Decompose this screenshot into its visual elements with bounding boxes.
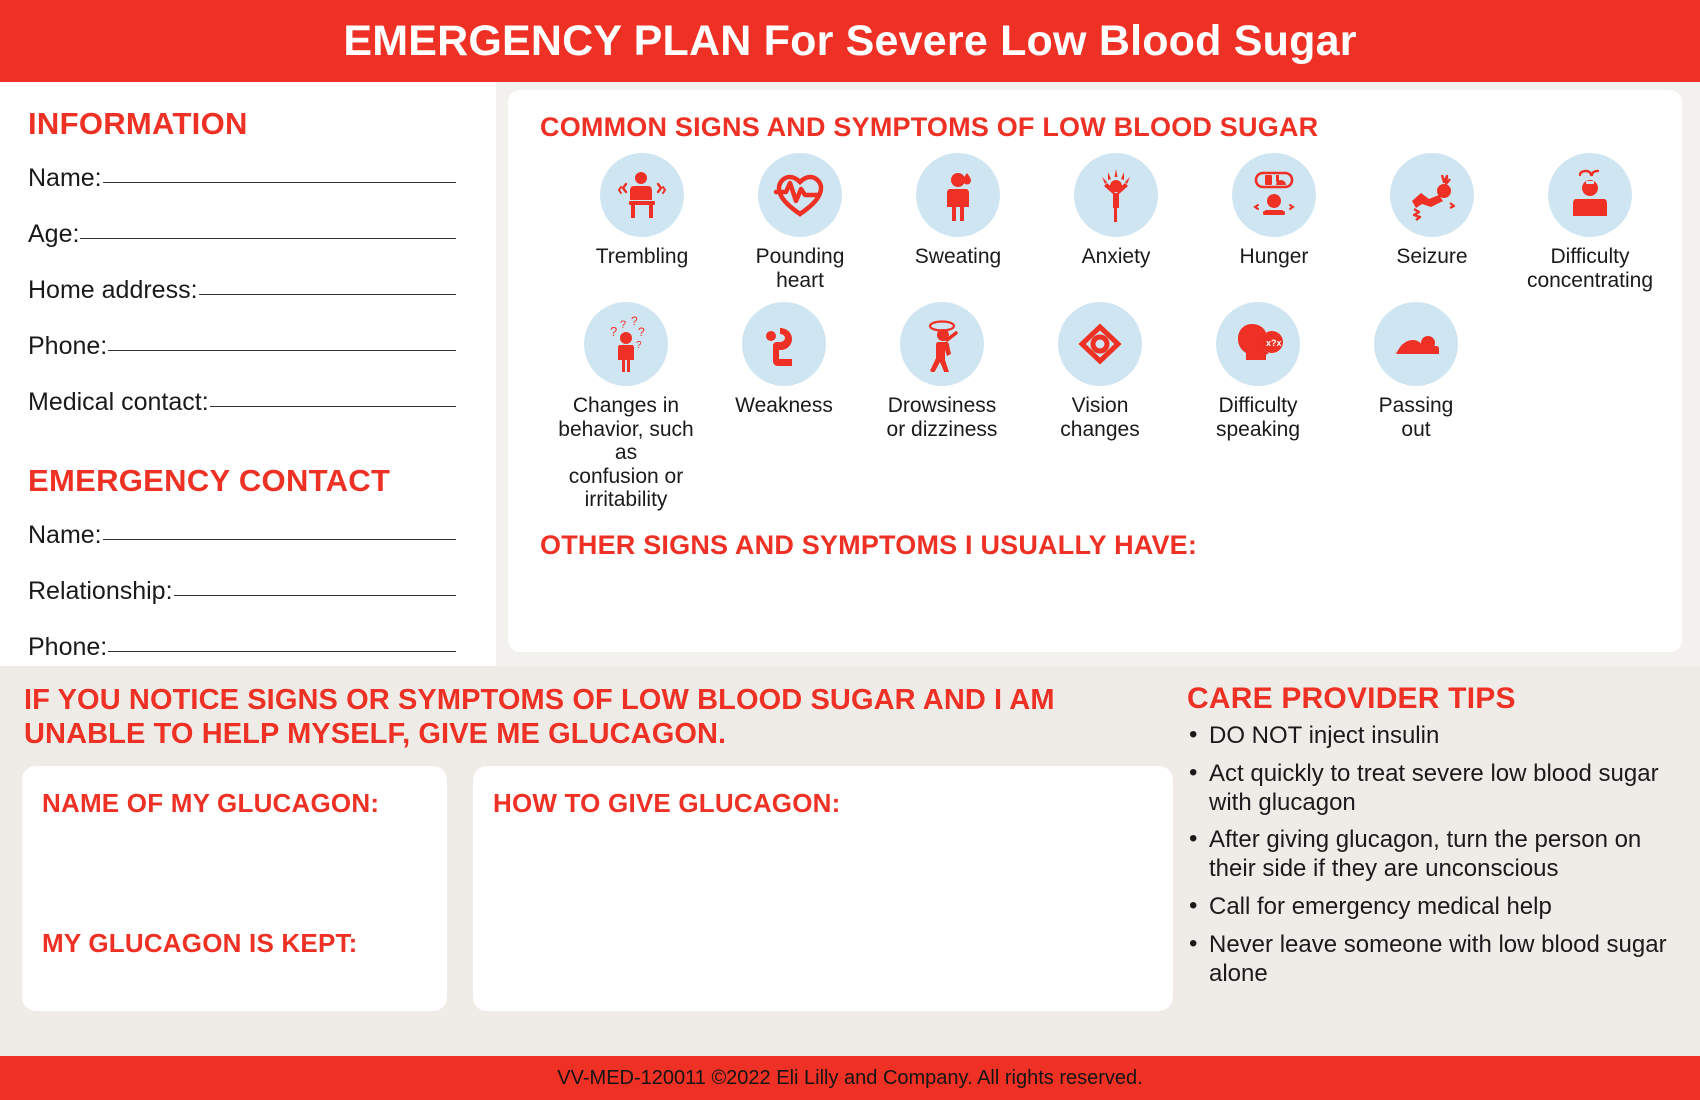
field-write-line[interactable]: [80, 237, 456, 239]
person-question-marks-icon: [584, 302, 668, 386]
glucagon-name-box[interactable]: [22, 766, 447, 1011]
symptom-anxiety: [1048, 153, 1184, 269]
form-field-row[interactable]: [28, 633, 456, 662]
symptom-label: Vision changes: [1060, 394, 1140, 441]
care-tip-item: • DO NOT inject insulin: [1187, 722, 1678, 751]
form-field-row[interactable]: [28, 220, 456, 249]
form-field-row[interactable]: [28, 276, 456, 305]
symptom-sweating: [890, 153, 1026, 269]
information-fields: [28, 164, 456, 417]
header-bar: [0, 0, 1700, 82]
upper-section: [0, 82, 1700, 666]
symptom-label: Drowsiness or dizziness: [886, 394, 998, 441]
information-title: INFORMATION: [28, 106, 248, 141]
person-anxious-arms-up-icon: [1074, 153, 1158, 237]
symptom-hunger: [1206, 153, 1342, 269]
svg-text:?: ?: [620, 319, 627, 332]
symptom-drowsiness-or-dizziness: [874, 302, 1010, 441]
person-convulsing-icon: [1390, 153, 1474, 237]
symptom-label: Hunger: [1239, 245, 1309, 268]
symptoms-row-2: [532, 302, 1658, 512]
symptoms-row-1: [532, 153, 1658, 292]
copyright-text: VV-MED-120011 ©2022 Eli Lilly and Company. All rights reserved.: [557, 1066, 1143, 1089]
glucagon-heading: IF YOU NOTICE SIGNS OR SYMPTOMS OF LOW BLOOD SUGAR AND I AM UNABLE TO HELP MYSELF, GIVE ME GLUCAGON.: [24, 684, 1055, 750]
symptom-pounding-heart: [732, 153, 868, 292]
field-label: Name:: [28, 521, 102, 549]
care-tip-item: • Act quickly to treat severe low blood sugar with glucagon: [1187, 760, 1678, 818]
form-field-row[interactable]: [28, 164, 456, 193]
svg-text:?: ?: [610, 324, 618, 340]
eye-icon: [1058, 302, 1142, 386]
lower-section: [0, 666, 1700, 1056]
symptom-trembling: [574, 153, 710, 269]
field-label: Name:: [28, 164, 102, 192]
symptom-label: Anxiety: [1081, 245, 1151, 268]
heart-pulse-icon: [758, 153, 842, 237]
symptom-changes-in-behavior: [558, 302, 694, 512]
svg-text:?: ?: [638, 325, 645, 340]
field-label: Medical contact:: [28, 388, 209, 416]
symptom-label: Difficulty speaking: [1215, 394, 1301, 441]
head-confused-steam-icon: [1548, 153, 1632, 237]
field-label: Age:: [28, 220, 80, 248]
care-tips-list: [1187, 722, 1678, 988]
field-label: Phone:: [28, 332, 108, 360]
person-sweating-icon: [916, 153, 1000, 237]
care-tip-item: • Never leave someone with low blood sugar alone: [1187, 931, 1678, 989]
field-write-line[interactable]: [108, 349, 456, 351]
panel-divider: [496, 82, 508, 666]
symptom-label: Changes in behavior, such as confusion or irritability: [558, 394, 694, 512]
glucagon-how-title: HOW TO GIVE GLUCAGON:: [493, 787, 841, 818]
head-speech-bubble-icon: [1216, 302, 1300, 386]
field-write-line[interactable]: [103, 538, 456, 540]
emergency-contact-title: EMERGENCY CONTACT: [28, 463, 391, 498]
svg-text:?: ?: [631, 316, 638, 329]
glucagon-name-title: NAME OF MY GLUCAGON:: [42, 787, 380, 818]
person-slumped-weak-icon: [742, 302, 826, 386]
symptom-label: Weakness: [735, 394, 833, 418]
symptoms-title: COMMON SIGNS AND SYMPTOMS OF LOW BLOOD SUGAR: [540, 112, 1319, 142]
symptoms-panel: [508, 90, 1682, 652]
form-field-row[interactable]: [28, 577, 456, 606]
care-tips-title: CARE PROVIDER TIPS: [1187, 682, 1516, 715]
field-write-line[interactable]: [210, 405, 456, 407]
care-tip-item: • After giving glucagon, turn the person on their side if they are unconscious: [1187, 826, 1678, 884]
glucagon-kept-title: MY GLUCAGON IS KEPT:: [42, 927, 358, 958]
information-panel: [0, 82, 496, 666]
field-write-line[interactable]: [174, 594, 457, 596]
field-label: Relationship:: [28, 577, 173, 605]
other-symptoms-title: OTHER SIGNS AND SYMPTOMS I USUALLY HAVE:: [540, 529, 1198, 560]
form-field-row[interactable]: [28, 332, 456, 361]
symptom-label: Passing out: [1378, 394, 1454, 441]
field-write-line[interactable]: [103, 181, 456, 183]
symptom-weakness: [716, 302, 852, 418]
symptom-seizure: [1364, 153, 1500, 269]
page-title: EMERGENCY PLAN For Severe Low Blood Sugar: [343, 16, 1357, 65]
care-provider-tips-section: [1173, 680, 1678, 1056]
food-thought-bubble-icon: [1232, 153, 1316, 237]
person-dizzy-icon: [900, 302, 984, 386]
care-tip-item: • Call for emergency medical help: [1187, 893, 1678, 922]
symptom-label: Seizure: [1396, 245, 1468, 268]
symptom-label: Pounding heart: [755, 245, 845, 292]
emergency-contact-fields: [28, 521, 456, 662]
field-label: Phone:: [28, 633, 108, 661]
footer-bar: [0, 1056, 1700, 1100]
symptom-difficulty-concentrating: [1522, 153, 1658, 292]
form-field-row[interactable]: [28, 521, 456, 550]
symptom-label: Difficulty concentrating: [1526, 245, 1654, 292]
svg-text:?: ?: [636, 340, 642, 352]
symptom-label: Sweating: [914, 245, 1002, 268]
glucagon-boxes: [22, 766, 1173, 1011]
person-shivering-on-chair-icon: [600, 153, 684, 237]
symptom-label: Trembling: [595, 245, 689, 268]
field-write-line[interactable]: [108, 650, 456, 652]
symptom-difficulty-speaking: [1190, 302, 1326, 441]
person-collapsed-icon: [1374, 302, 1458, 386]
glucagon-section: [22, 680, 1173, 1056]
field-label: Home address:: [28, 276, 198, 304]
symptom-vision-changes: [1032, 302, 1168, 441]
form-field-row[interactable]: [28, 388, 456, 417]
field-write-line[interactable]: [199, 293, 457, 295]
glucagon-how-box[interactable]: [473, 766, 1173, 1011]
svg-text:x?x: x?x: [1266, 338, 1282, 349]
symptom-passing-out: [1348, 302, 1484, 441]
